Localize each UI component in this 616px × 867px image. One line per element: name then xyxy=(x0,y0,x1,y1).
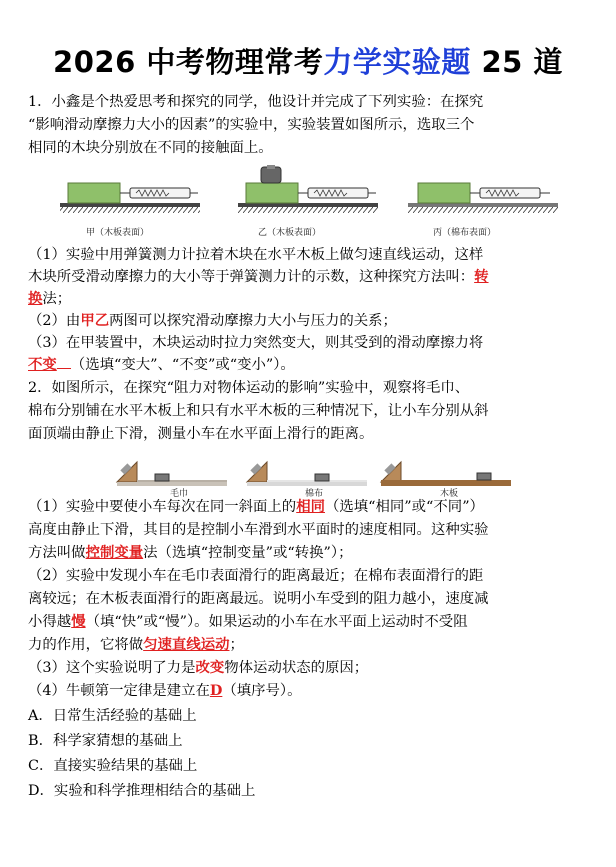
q1-part3-line2: 不变 （选填“变大”、“不变”或“变小”）。 xyxy=(28,356,295,373)
q2-stem-line2: 棉布分别铺在水平木板上和只有水平木板的三种情况下，让小车分别从斜 xyxy=(28,403,489,419)
answer-man: 慢 xyxy=(71,613,86,630)
q1-part3-line1: （3）在甲装置中，木块运动时拉力突然变大，则其受到的滑动摩擦力将 xyxy=(28,335,484,351)
caption-cotton: 棉布 xyxy=(305,489,324,499)
caption-wood: 木板 xyxy=(440,489,459,499)
incline-experiment-figure xyxy=(115,448,515,499)
answer-yunsu: 匀速直线运动 xyxy=(143,636,230,653)
setup-jia xyxy=(60,183,200,213)
answer-huan: 换 xyxy=(28,290,43,307)
answer-zhuan: 转 xyxy=(474,268,489,285)
q2-stem-line3: 面顶端由静止下滑，测量小车在水平面上滑行的距离。 xyxy=(28,426,374,442)
q2-part3: （3）这个实验说明了力是改变物体运动状态的原因； xyxy=(28,659,369,676)
caption-bing: 丙（棉布表面） xyxy=(433,228,497,238)
setup-wood xyxy=(381,462,511,486)
caption-yi: 乙（木板表面） xyxy=(258,228,322,238)
q2-part2-line3: 小得越慢（填“快”或“慢”）。如果运动的小车在水平面上运动时不受阻 xyxy=(28,613,468,630)
q2-part1-line3: 方法叫做控制变量法（选填“控制变量”或“转换”）； xyxy=(28,544,353,561)
q1-stem-line2: “影响滑动摩擦力大小的因素”的实验中，实验装置如图所示，选取三个 xyxy=(28,117,475,133)
q2-stem-line1: 2．如图所示，在探究“阻力对物体运动的影响”实验中，观察将毛巾、 xyxy=(28,380,470,396)
q1-stem-line3: 相同的木块分别放在不同的接触面上。 xyxy=(28,140,273,156)
setup-towel xyxy=(117,462,227,486)
option-d: D．实验和科学推理相结合的基础上 xyxy=(28,783,256,799)
q2-part4: （4）牛顿第一定律是建立在D（填序号）。 xyxy=(28,682,302,699)
q2-part2-line2: 离较远；在木板表面滑行的距离最远。说明小车受到的阻力越小，速度减 xyxy=(28,591,489,607)
answer-xiangtong: 相同 xyxy=(296,498,325,515)
setup-yi xyxy=(238,165,378,213)
q2-part1-line1: （1）实验中要使小车每次在同一斜面上的相同（选填“相同”或“不同”） xyxy=(28,498,484,515)
q1-stem-line1: 1．小鑫是个热爱思考和探究的同学，他设计并完成了下列实验：在探究 xyxy=(28,94,484,110)
answer-jiayi: 甲乙 xyxy=(80,312,110,329)
q2-part2-line1: （2）实验中发现小车在毛巾表面滑行的距离最近；在棉布表面滑行的距 xyxy=(28,568,484,584)
title-highlight: 力学实验题 xyxy=(323,45,471,79)
answer-bubian: 不变 xyxy=(28,356,57,373)
setup-cotton xyxy=(247,462,367,486)
friction-experiment-figure xyxy=(58,165,568,243)
answer-kongzhibianliang: 控制变量 xyxy=(85,544,144,561)
q2-part1-line2: 高度由静止下滑，其目的是控制小车滑到水平面时的速度相同。这种实验 xyxy=(28,522,489,538)
q1-part1-line1: （1）实验中用弹簧测力计拉着木块在水平木板上做匀速直线运动，这样 xyxy=(28,247,484,263)
q2-part2-line4: 力的作用，它将做匀速直线运动； xyxy=(28,636,244,653)
q1-part1-line2: 木块所受滑动摩擦力的大小等于弹簧测力计的示数，这种探究方法叫：转 xyxy=(28,268,489,285)
caption-jia: 甲（木板表面） xyxy=(86,228,150,238)
page-title: 2026 中考物理常考力学实验题 25 道 xyxy=(53,45,563,79)
option-c: C．直接实验结果的基础上 xyxy=(28,758,198,774)
option-b: B．科学家猜想的基础上 xyxy=(28,733,183,749)
caption-towel: 毛巾 xyxy=(170,489,189,499)
q1-part2: （2）由甲乙两图可以探究滑动摩擦力大小与压力的关系； xyxy=(28,312,397,329)
setup-bing xyxy=(408,183,558,213)
q1-part1-line3: 换法； xyxy=(28,290,72,307)
answer-gaibian: 改变 xyxy=(195,659,225,676)
answer-d: D xyxy=(209,682,223,699)
option-a: A．日常生活经验的基础上 xyxy=(28,708,197,724)
